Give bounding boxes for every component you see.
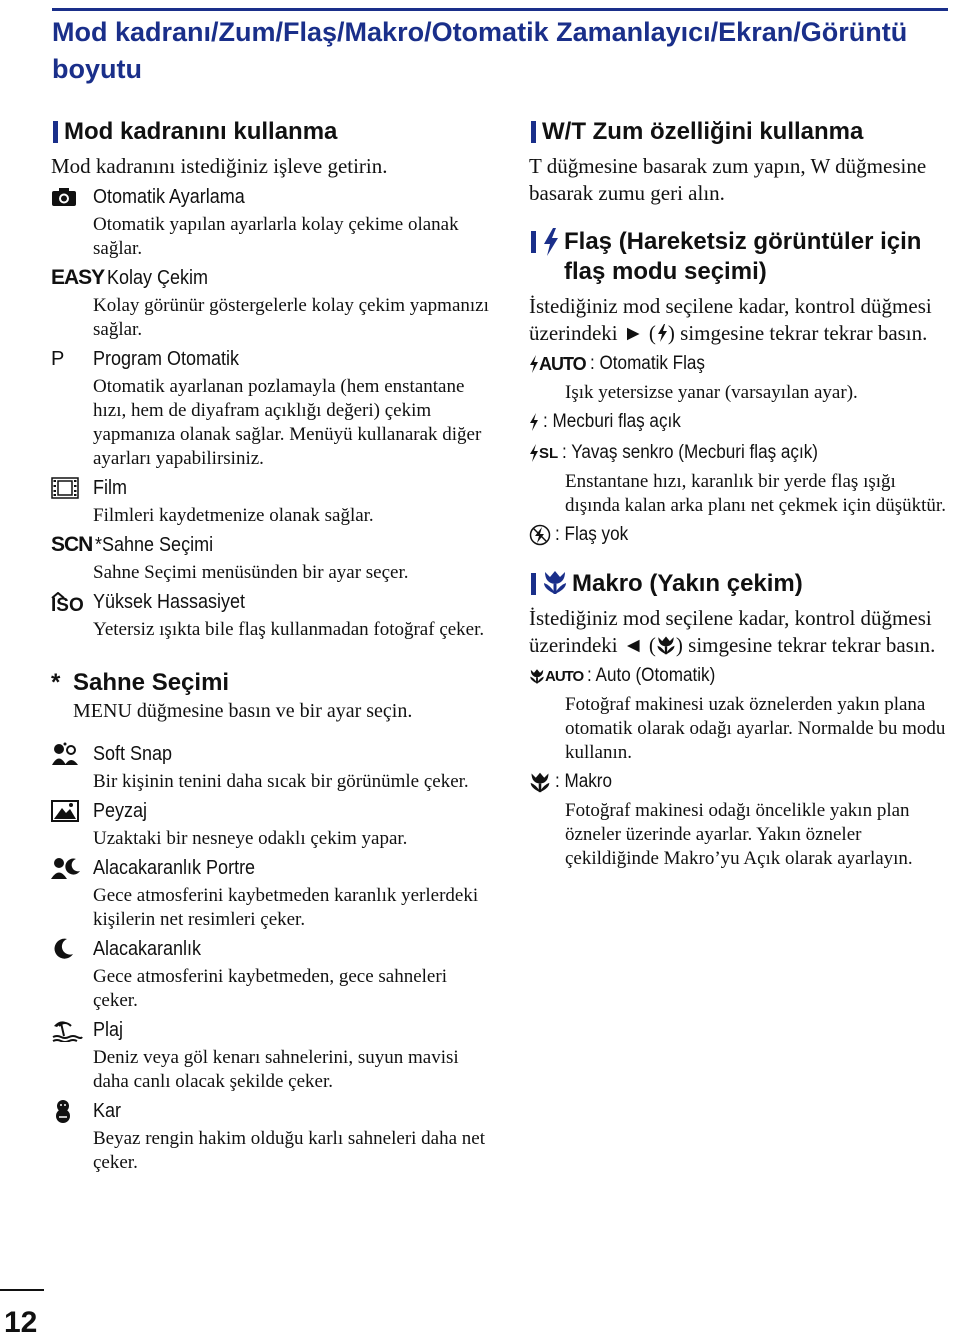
- mode-item: ISO Yüksek Hassasiyet: [51, 590, 246, 616]
- p-icon: P: [51, 347, 65, 370]
- scene-desc: Bir kişinin tenini daha sıcak bir görünümle çeker.: [93, 771, 469, 792]
- twilight-icon: [51, 938, 93, 960]
- macro-mode-item: AUTO : Auto (Otomatik): [529, 662, 949, 690]
- page-number: 12: [4, 1306, 38, 1339]
- mode-desc: Filmleri kaydetmenize olanak sağlar.: [93, 505, 374, 526]
- scene-item: Peyzaj: [51, 797, 491, 825]
- flash-mode-desc: Enstantane hızı, karanlık bir yerde flaş ışığı dışında kalan arka planı net çekmek için düşüktür.: [565, 471, 946, 516]
- macro-mode-desc: Fotoğraf makinesi odağı öncelikle yakın plan özneler üzerinde ayarlar. Yakın özneler çekildiğinde Makro’yu Açık olarak ayarlayın.: [565, 800, 913, 869]
- scene-item: Soft Snap: [51, 740, 491, 768]
- camera-icon: [51, 187, 93, 207]
- mode-desc: Yetersiz ışıkta bile flaş kullanmadan fotoğraf çeker.: [93, 619, 485, 640]
- macro-heading: Makro (Yakın çekim): [529, 569, 949, 599]
- mode-desc: Sahne Seçimi menüsünden bir ayar seçer.: [93, 562, 409, 583]
- flash-icon: [542, 227, 560, 257]
- mode-item: EASY Kolay Çekim: [51, 266, 209, 289]
- flash-auto-icon: AUTO: [529, 354, 586, 375]
- macro-mode-desc: Fotoğraf makinesi uzak öznelerden yakın plana otomatik olarak odağı ayarlar. Normalde bu modu kullanın.: [565, 694, 946, 763]
- mode-item: Film: [51, 474, 491, 502]
- flash-heading: Flaş (Hareketsiz görüntüler için flaş modu seçimi): [529, 227, 949, 287]
- scene-desc: Gece atmosferini kaybetmeden, gece sahneleri çeker.: [93, 966, 447, 1011]
- heading-bar: [53, 121, 58, 143]
- right-column: [529, 117, 949, 871]
- macro-auto-icon: AUTO: [529, 667, 583, 685]
- top-rule: [52, 8, 948, 11]
- zoom-heading: W/T Zum özelliğini kullanma: [529, 117, 949, 147]
- flash-mode-item: SL : Yavaş senkro (Mecburi flaş açık): [529, 439, 949, 467]
- heading-bar: [531, 231, 536, 253]
- page-number-rule: [0, 1289, 44, 1291]
- flash-off-icon: [529, 524, 551, 546]
- mode-dial-intro: Mod kadranını istediğiniz işleve getirin.: [51, 154, 388, 178]
- scene-heading: * Sahne Seçimi: [51, 669, 230, 696]
- flash-mode-desc: Işık yetersizse yanar (varsayılan ayar).: [565, 382, 858, 403]
- scene-item: Kar: [51, 1097, 491, 1125]
- left-column: [51, 117, 491, 1175]
- tulip-icon: [542, 569, 568, 595]
- soft-snap-icon: [51, 742, 93, 766]
- scene-desc: Beyaz rengin hakim olduğu karlı sahneleri daha net çeker.: [93, 1128, 486, 1173]
- flash-small-icon: [656, 323, 668, 343]
- mode-dial-heading: Mod kadranını kullanma: [51, 117, 491, 147]
- macro-text: İstediğiniz mod seçilene kadar, kontrol düğmesi üzerindeki ◄ ( ) simgesine tekrar tekrar basın.: [529, 606, 936, 657]
- mode-item: Otomatik Ayarlama: [51, 183, 491, 211]
- landscape-icon: [51, 800, 93, 822]
- zoom-text: T düğmesine basarak zum yapın, W düğmesine basarak zumu geri alın.: [529, 154, 927, 205]
- flash-on-icon: [529, 412, 539, 432]
- twilight-portrait-icon: [51, 857, 93, 879]
- mode-item: P Program Otomatik: [51, 347, 240, 370]
- scene-item: Alacakaranlık Portre: [51, 854, 491, 882]
- slow-sync-icon: SL: [529, 443, 558, 463]
- iso-icon: ISO: [51, 595, 84, 616]
- beach-icon: [51, 1018, 93, 1042]
- mode-desc: Kolay görünür göstergelerle kolay çekim yapmanızı sağlar.: [93, 295, 489, 340]
- scene-intro: MENU düğmesine basın ve bir ayar seçin.: [73, 700, 413, 722]
- snow-icon: [51, 1099, 93, 1123]
- scene-desc: Deniz veya göl kenarı sahnelerini, suyun mavisi daha canlı olacak şekilde çeker.: [93, 1047, 459, 1092]
- mode-desc: Otomatik ayarlanan pozlamayla (hem enstantane hızı, hem de diyafram açıklığı değeri) çekim yapmanıza olanak sağlar. Menüyü kullanarak diğer ayarları yapabilirsiniz.: [93, 376, 482, 469]
- page-title: Mod kadranı/Zum/Flaş/Makro/Otomatik Zamanlayıcı/Ekran/Görüntü boyutu: [52, 17, 908, 84]
- scene-desc: Gece atmosferini kaybetmeden karanlık yerlerdeki kişilerin net resimleri çeker.: [93, 885, 479, 930]
- macro-icon: [529, 771, 551, 793]
- flash-mode-item: : Mecburi flaş açık: [529, 408, 949, 436]
- macro-mode-item: : Makro: [529, 768, 949, 796]
- tulip-small-icon: [656, 635, 676, 655]
- scene-item: Plaj: [51, 1016, 491, 1044]
- heading-bar: [531, 573, 536, 595]
- easy-icon: EASY: [51, 266, 105, 289]
- film-icon: [51, 477, 93, 499]
- flash-mode-item: AUTO : Otomatik Flaş: [529, 350, 949, 378]
- scn-icon: SCN: [51, 533, 93, 556]
- scene-item: Alacakaranlık: [51, 935, 491, 963]
- flash-text: İstediğiniz mod seçilene kadar, kontrol düğmesi üzerindeki ► ( ) simgesine tekrar tekrar basın.: [529, 294, 932, 345]
- scene-desc: Uzaktaki bir nesneye odaklı çekim yapar.: [93, 828, 408, 849]
- flash-mode-item: : Flaş yok: [529, 521, 949, 549]
- scene-list: [51, 740, 491, 1175]
- mode-item: SCN *Sahne Seçimi: [51, 533, 214, 556]
- heading-bar: [531, 121, 536, 143]
- mode-desc: Otomatik yapılan ayarlarla kolay çekime olanak sağlar.: [93, 214, 459, 259]
